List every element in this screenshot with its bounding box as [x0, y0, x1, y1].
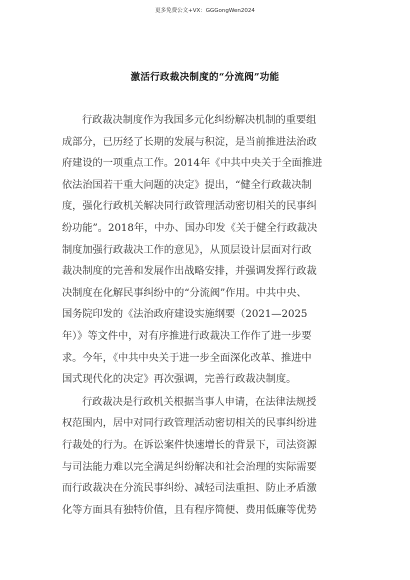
text-line: 裁决制度的完善和发展作出战略安排，并强调发挥行政裁: [62, 266, 317, 278]
text-line: 依法治国若干重大问题的决定》提出，“健全行政裁决制: [62, 179, 312, 191]
text-line: 决制度在化解民事纠纷中的“分流阀”作用。中共中央、: [62, 287, 307, 299]
document-title: 激活行政裁决制度的“分流阀”功能: [130, 72, 280, 83]
text-line: 求。今年，《中共中央关于进一步全面深化改革、推进中: [62, 352, 312, 364]
text-line: 制度加强行政裁决工作的意见》，从顶层设计层面对行政: [62, 244, 312, 256]
text-line: 权范围内，居中对同行政管理活动密切相关的民事纠纷进: [62, 418, 317, 430]
text-line: 与司法能力难以完全满足纠纷解决和社会治理的实际需要: [62, 461, 317, 473]
text-line: 府建设的一项重点工作。2014年《中共中央关于全面推进: [62, 158, 323, 170]
page-header: 更多免费公文+VX：GGGongWen2024: [155, 8, 255, 14]
text-line: 行政裁决制度作为我国多元化纠纷解决机制的重要组: [82, 115, 317, 126]
text-line: 行裁处的行为。在诉讼案件快速增长的背景下，司法资源: [62, 439, 317, 451]
paragraph-1: [62, 110, 352, 391]
document-body: [62, 110, 352, 521]
text-line: 行政裁决是行政机关根据当事人申请，在法律法规授: [82, 396, 317, 408]
paragraph-2: [62, 392, 352, 522]
text-line: 成部分，已历经了长期的发展与积淀，是当前推进法治政: [62, 136, 317, 148]
text-line: 而行政裁决在分流民事纠纷、减轻司法重担、防止矛盾激: [62, 483, 317, 495]
text-line: 国式现代化的决定》再次强调，完善行政裁决制度。: [62, 374, 297, 386]
text-line: 年）》等文件中，对有序推进行政裁决工作作了进一步要: [62, 330, 312, 342]
text-line: 国务院印发的《法治政府建设实施纲要（2021—2025: [62, 309, 308, 321]
text-line: 化等方面具有独特价值，且有程序简便、费用低廉等优势: [62, 504, 317, 516]
text-line: 度，强化行政机关解决同行政管理活动密切相关的民事纠: [62, 201, 317, 213]
text-line: 纷功能”。2018年，中办、国办印发《关于健全行政裁决: [62, 222, 318, 234]
